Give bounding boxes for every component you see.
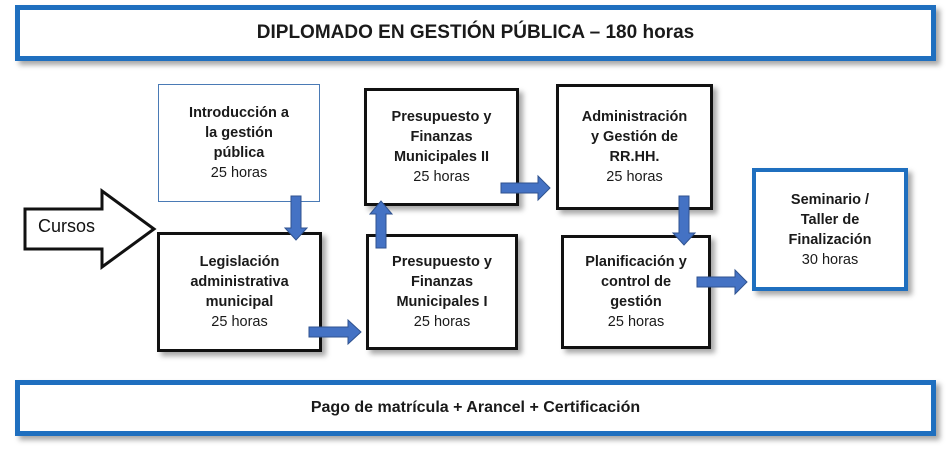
- course-name: Planificación y control de gestión: [585, 254, 687, 310]
- course-hours: 25 horas: [606, 169, 663, 185]
- course-hours: 25 horas: [413, 314, 471, 330]
- course-hours: 30 horas: [801, 251, 859, 268]
- arrow-right-icon: [309, 320, 361, 344]
- diploma-title: DIPLOMADO EN GESTIÓN PÚBLICA – 180 horas: [256, 22, 695, 43]
- arrow-right-icon: [501, 176, 550, 200]
- course-name: Introducción a la gestión pública: [189, 105, 289, 161]
- course-name: Seminario / Taller de Finalización: [788, 191, 872, 248]
- arrow-up-icon: [370, 201, 392, 248]
- course-hours: 25 horas: [210, 165, 268, 181]
- arrow-right-icon: [697, 270, 747, 294]
- course-hours: 25 horas: [211, 314, 268, 330]
- course-name: Legislación administrativa municipal: [190, 254, 289, 310]
- footer-text: Pago de matrícula + Arancel + Certificación: [310, 399, 641, 416]
- course-hours: 25 horas: [607, 314, 665, 330]
- course-name: Presupuesto y Finanzas Municipales I: [392, 254, 492, 310]
- course-name: Administración y Gestión de RR.HH.: [581, 109, 688, 165]
- arrow-down-icon: [285, 196, 307, 240]
- arrow-down-icon: [673, 196, 695, 245]
- cursos-label: Cursos: [38, 216, 96, 236]
- course-name: Presupuesto y Finanzas Municipales II: [391, 109, 492, 165]
- footer-banner: [15, 380, 936, 436]
- course-hours: 25 horas: [413, 169, 470, 185]
